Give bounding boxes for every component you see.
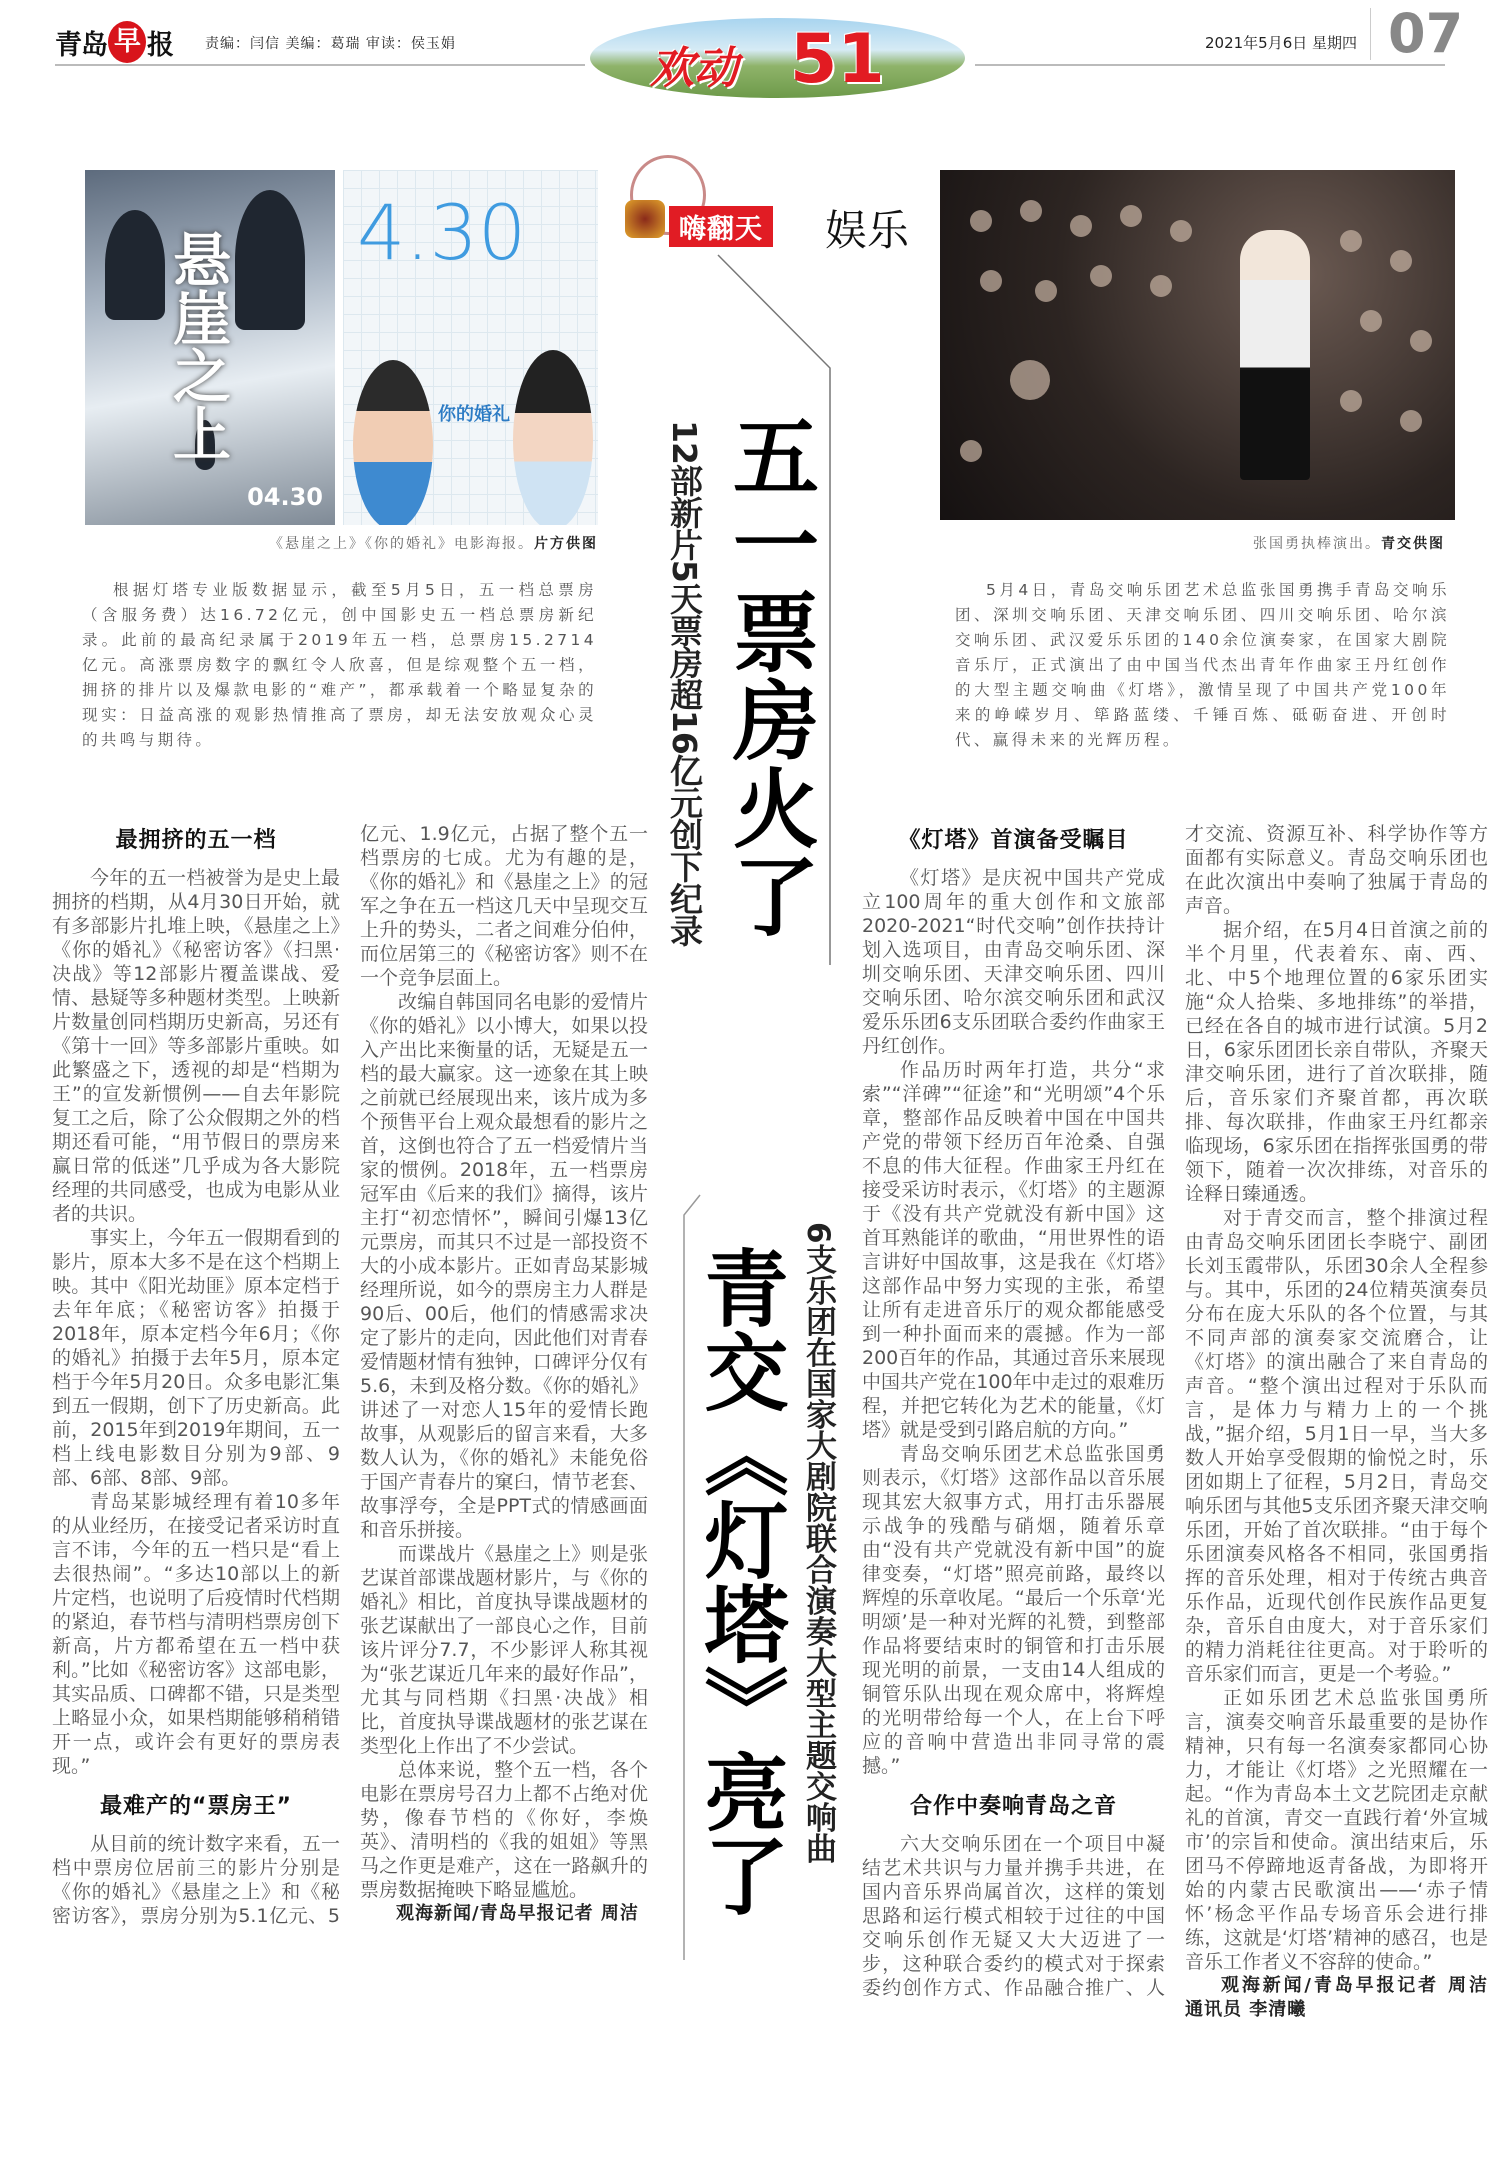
editor-credits: 责编：闫信 美编：葛瑞 审读：侯玉娟 (205, 36, 456, 52)
photo-credit: 片方供图 (534, 536, 598, 552)
page-number: 07 (1388, 2, 1464, 65)
byline: 观海新闻/青岛早报记者 周洁 通讯员 李清曦 (1185, 1975, 1488, 2020)
story1-subheadline: 12部新片5天票房超16亿元创下纪录 (665, 420, 704, 946)
paragraph: 青岛交响乐团艺术总监张国勇则表示，《灯塔》这部作品以音乐展现其宏大叙事方式，用打击乐器展示战争的残酷与硝烟，随着乐章由“没有共产党就没有新中国”的旋律变奏，“灯塔”照亮前路，最终以辉煌的乐章收尾。“最后一个乐章‘光明颂’是一种对光辉的礼赞，到整部作品将要结束时的铜管和打击乐展现光明的前景，一支由14人组成的铜管乐队出现在观众席中，将辉煌的光明带给每一个人，在上台下呼应的音响中营造出非同寻常的震撼。” (862, 1443, 1165, 1777)
logo-text: 报 (147, 29, 173, 61)
banner-number: 51 (790, 20, 885, 98)
story2-lead: 5月4日，青岛交响乐团艺术总监张国勇携手青岛交响乐团、深圳交响乐团、天津交响乐团、四川交响乐团、哈尔滨交响乐团、武汉爱乐乐团的140余位演奏家，在国家大剧院音乐厅，正式演出了由中国当代杰出青年作曲家王丹红创作的大型主题交响曲《灯塔》，激情呈现了中国共产党100年来的峥嵘岁月、筚路蓝缕、千锤百炼、砥砺奋进、开创时代、赢得未来的光辉历程。 (955, 581, 1450, 749)
story1-body-columns (52, 822, 648, 1928)
issue-date: 2021年5月6日 星期四 (1205, 34, 1358, 52)
story2-subheadline: 6支乐团在国家大剧院联合演奏大型主题交响曲 (800, 1222, 836, 1864)
section-tag: 嗨翻天 (669, 206, 773, 247)
section-heading: 《灯塔》首演备受瞩目 (898, 828, 1129, 853)
paragraph: 今年的五一档被誉为是史上最拥挤的档期，从4月30日开始，就有多部影片扎堆上映，《悬崖之上》《你的婚礼》《秘密访客》《扫黑·决战》等12部影片覆盖谍战、爱情、悬疑等多种题材类型。上映新片数量创同档期历史新高，另还有《第十一回》等多部影片重映。如此繁盛之下，透视的却是“档期为王”的宣发新惯例——自去年影院复工之后，除了公众假期之外的档期还看可能，“用节假日的票房来赢日常的低迷”几乎成为各大影院经理的共同感受，也成为电影从业者的共识。 (52, 867, 340, 1225)
poster-figure (235, 190, 305, 330)
movie-poster-cliff-walkers (85, 170, 335, 525)
poster-person (353, 360, 433, 525)
caption-text: 《悬崖之上》《你的婚礼》电影海报。 (269, 536, 534, 552)
photo-credit: 青交供图 (1381, 536, 1445, 552)
paragraph: 《灯塔》是庆祝中国共产党成立100周年的重大创作和文旅部2020-2021“时代交响”创作扶持计划入选项目，由青岛交响乐团、深圳交响乐团、天津交响乐团、四川交响乐团、哈尔滨交响乐团和武汉爱乐乐团6支乐团联合委约作曲家王丹红创作。 (862, 867, 1165, 1057)
story1-lead: 根据灯塔专业版数据显示，截至5月5日，五一档总票房（含服务费）达16.72亿元，创中国影史五一档总票房新纪录。此前的最高纪录属于2019年五一档，总票房15.2714亿元。高涨票房数字的飘红令人欣喜，但是综观整个五一档，拥挤的排片以及爆款电影的“难产”，都承载着一个略显复杂的现实：日益高涨的观影热情推高了票房，却无法安放观众心灵的共鸣与期待。 (82, 581, 597, 749)
photo-caption (940, 533, 1445, 553)
paragraph: 正如乐团艺术总监张国勇所言，演奏交响音乐最重要的是协作精神，只有每一名演奏家都同心协力，才能让《灯塔》之光照耀在一起。“作为青岛本土文艺院团走京献礼的首演，青交一直践行着‘外宣城市’的宗旨和使命。演出结束后，乐团马不停蹄地返青备战，为即将开始的内蒙古民歌演出——‘赤子情怀’杨念平作品专场音乐会进行排练，这就是‘灯塔’精神的感召，也是音乐工作者义不容辞的使命。” (1185, 1687, 1488, 1973)
paragraph: 事实上，今年五一假期看到的影片，原本大多不是在这个档期上映。其中《阳光劫匪》原本定档于去年年底；《秘密访客》拍摄于2018年，原本定档今年6月；《你的婚礼》拍摄于去年5月，原本定档于今年5月20日。众多电影汇集到五一假期，创下了历史新高。此前，2015年到2019年期间，五一档上线电影数目分别为9部、9部、6部、8部、9部。 (52, 1227, 340, 1489)
photo-caption (85, 533, 598, 553)
paragraph: 总体来说，整个五一档，各个电影在票房号召力上都不占绝对优势，像春节档的《你好，李焕英》、清明档的《我的姐姐》等黑马之作更是难产，这在一路飙升的票房数据掩映下略显尴尬。 (360, 1759, 648, 1901)
poster-title: 你的婚礼 (438, 404, 510, 425)
paragraph: 青岛某影城经理有着10多年的从业经历，在接受记者采访时直言不讳，今年的五一档只是“看上去很热闹”。“多达10部以上的新片定档，也说明了后疫情时代档期的紧迫，春节档与清明档票房创下新高，片方都希望在五一档中获利。”比如《秘密访客》这部电影，其实品质、口碑都不错，只是类型上略显小众，如果档期能够稍稍错开一点，或许会有更好的票房表现。” (52, 1491, 340, 1777)
conductor (1240, 230, 1310, 480)
paragraph: 对于青交而言，整个排演过程由青岛交响乐团团长李晓宁、副团长刘玉霞带队，乐团30余人全程参与。其中，乐团的24位精英演奏员分布在庞大乐队的各个位置，与其不同声部的演奏家交流磨合，让《灯塔》的演出融合了来自青岛的声音。“整个演出过程对于乐队而言，是体力与精力上的一个挑战，”据介绍，5月1日一早，当大多数人开始享受假期的愉悦之时，乐团如期上了征程，5月2日，青岛交响乐团与其他5支乐团齐聚天津交响乐团，开始了首次联排。“由于每个乐团演奏风格各不相同，张国勇指挥的音乐处理，相对于传统古典音乐作品，近现代创作民族作品更复杂，音乐自由度大，对于音乐家们的精力消耗往往更高。对于聆听的音乐家们而言，更是一个考验。” (1185, 1207, 1488, 1685)
caption-text: 张国勇执棒演出。 (1253, 536, 1381, 552)
poster-date: 4.30 (357, 188, 527, 277)
paragraph: 据介绍，在5月4日首演之前的半个月里，代表着东、南、西、北、中5个地理位置的6家乐团实施“众人拾柴、多地排练”的举措，已经在各自的城市进行试演。5月2日，6家乐团团长亲自带队，齐聚天津交响乐团，进行了首次联排，随后，音乐家们齐聚首都，再次联排、每次联排，作曲家王丹红都亲临现场，6家乐团在指挥张国勇的带领下，随着一次次排练，对音乐的诠释日臻通透。 (1185, 919, 1488, 1205)
section-heading: 最难产的“票房王” (100, 1794, 292, 1819)
section-heading: 最拥挤的五一档 (115, 828, 277, 853)
banner-text: 欢动 (650, 43, 738, 94)
logo-red-circle: 早 (108, 21, 146, 63)
logo-text: 青岛 (55, 29, 107, 61)
paragraph: 作品历时两年打造，共分“求索”“洋碑”“征途”和“光明颂”4个乐章，整部作品反映着中国在中国共产党的带领下经历百年沧桑、自强不息的伟大征程。作曲家王丹红在接受采访时表示，《灯塔》的主题源于《没有共产党就没有新中国》这首耳熟能详的歌曲，“用世界性的语言讲好中国故事，这是我在《灯塔》这部作品中努力实现的主张，希望让所有走进音乐厅的观众都能感受到一种扑面而来的震撼。作为一部200百年的作品，其通过音乐来展现中国共产党在100年中走过的艰难历程，并把它转化为艺术的能量，《灯塔》就是受到引路启航的方向。” (862, 1059, 1165, 1441)
story2-body-columns (862, 822, 1488, 2022)
paragraph: 而谍战片《悬崖之上》则是张艺谋首部谍战题材影片，与《你的婚礼》相比，首度执导谍战题材的张艺谋献出了一部良心之作，目前该片评分7.7，不少影评人称其视为“张艺谋近几年来的最好作品”，尤其与同档期《扫黑·决战》相比，首度执导谍战题材的张艺谋在类型化上作出了不少尝试。 (360, 1543, 648, 1757)
poster-title: 悬崖之上 (163, 230, 231, 462)
poster-date: 04.30 (247, 483, 323, 511)
paragraph: 改编自韩国同名电影的爱情片《你的婚礼》以小博大，如果以投入产出比来衡量的话，无疑是五一档的最大赢家。这一迹象在其上映之前就已经展现出来，该片成为多个预售平台上观众最想看的影片之首，这倒也符合了五一档爱情片当家的惯例。2018年，五一档票房冠军由《后来的我们》摘得，该片主打“初恋情怀”，瞬间引爆13亿元票房，而其只不过是一部投资不大的小成本影片。正如青岛某影城经理所说，如今的票房主力人群是90后、00后，他们的情感需求决定了影片的走向，因此他们对青春爱情题材情有独钟，口碑评分仅有5.6，未到及格分数。《你的婚礼》讲述了一对恋人15年的爱情长跑故事，从观影后的留言来看，大多数人认为，《你的婚礼》未能免俗于国产青春片的窠臼，情节老套、故事浮夸，全是PPT式的情感画面和音乐拼接。 (360, 991, 648, 1541)
story2-headline: 青交《灯塔》亮了 (691, 1245, 789, 1917)
poster-person (513, 350, 593, 525)
paragraph: 六大交响乐团在一个项目中凝结艺术共识与力量并携手共进，在国内音乐界尚属首次，这样的策划思路和运行模式相较于过往的中国交响乐创作无疑又大大迈进了一步，这种联合委约的模式对于探索委约创作方式、作品融合推广、人才交流、资源互补、科学协作等方面都有实际意义。青岛交响乐团也在此次演出中奏响了独属于青岛的声音。 (862, 823, 1488, 1999)
paragraph: 从目前的统计数字来看，五一档中票房位居前三的影片分别是《你的婚礼》《悬崖之上》和《秘密访客》，票房分别为5.1亿元、5亿元、1.9亿元，占据了整个五一档票房的七成。尤为有趣的是，《你的婚礼》和《悬崖之上》的冠军之争在五一档这几天中呈现交互上升的势头，二者之间难分伯仲，而位居第三的《秘密访客》则不在一个竞争层面上。 (52, 823, 648, 1927)
section-heading: 合作中奏响青岛之音 (909, 1794, 1117, 1819)
movie-poster-wedding (343, 170, 598, 525)
section-name: 娱乐 (825, 206, 910, 255)
concert-photo (940, 170, 1455, 520)
story1-headline: 五一票房火了 (718, 412, 818, 940)
byline: 观海新闻/青岛早报记者 周洁 (396, 1903, 639, 1924)
